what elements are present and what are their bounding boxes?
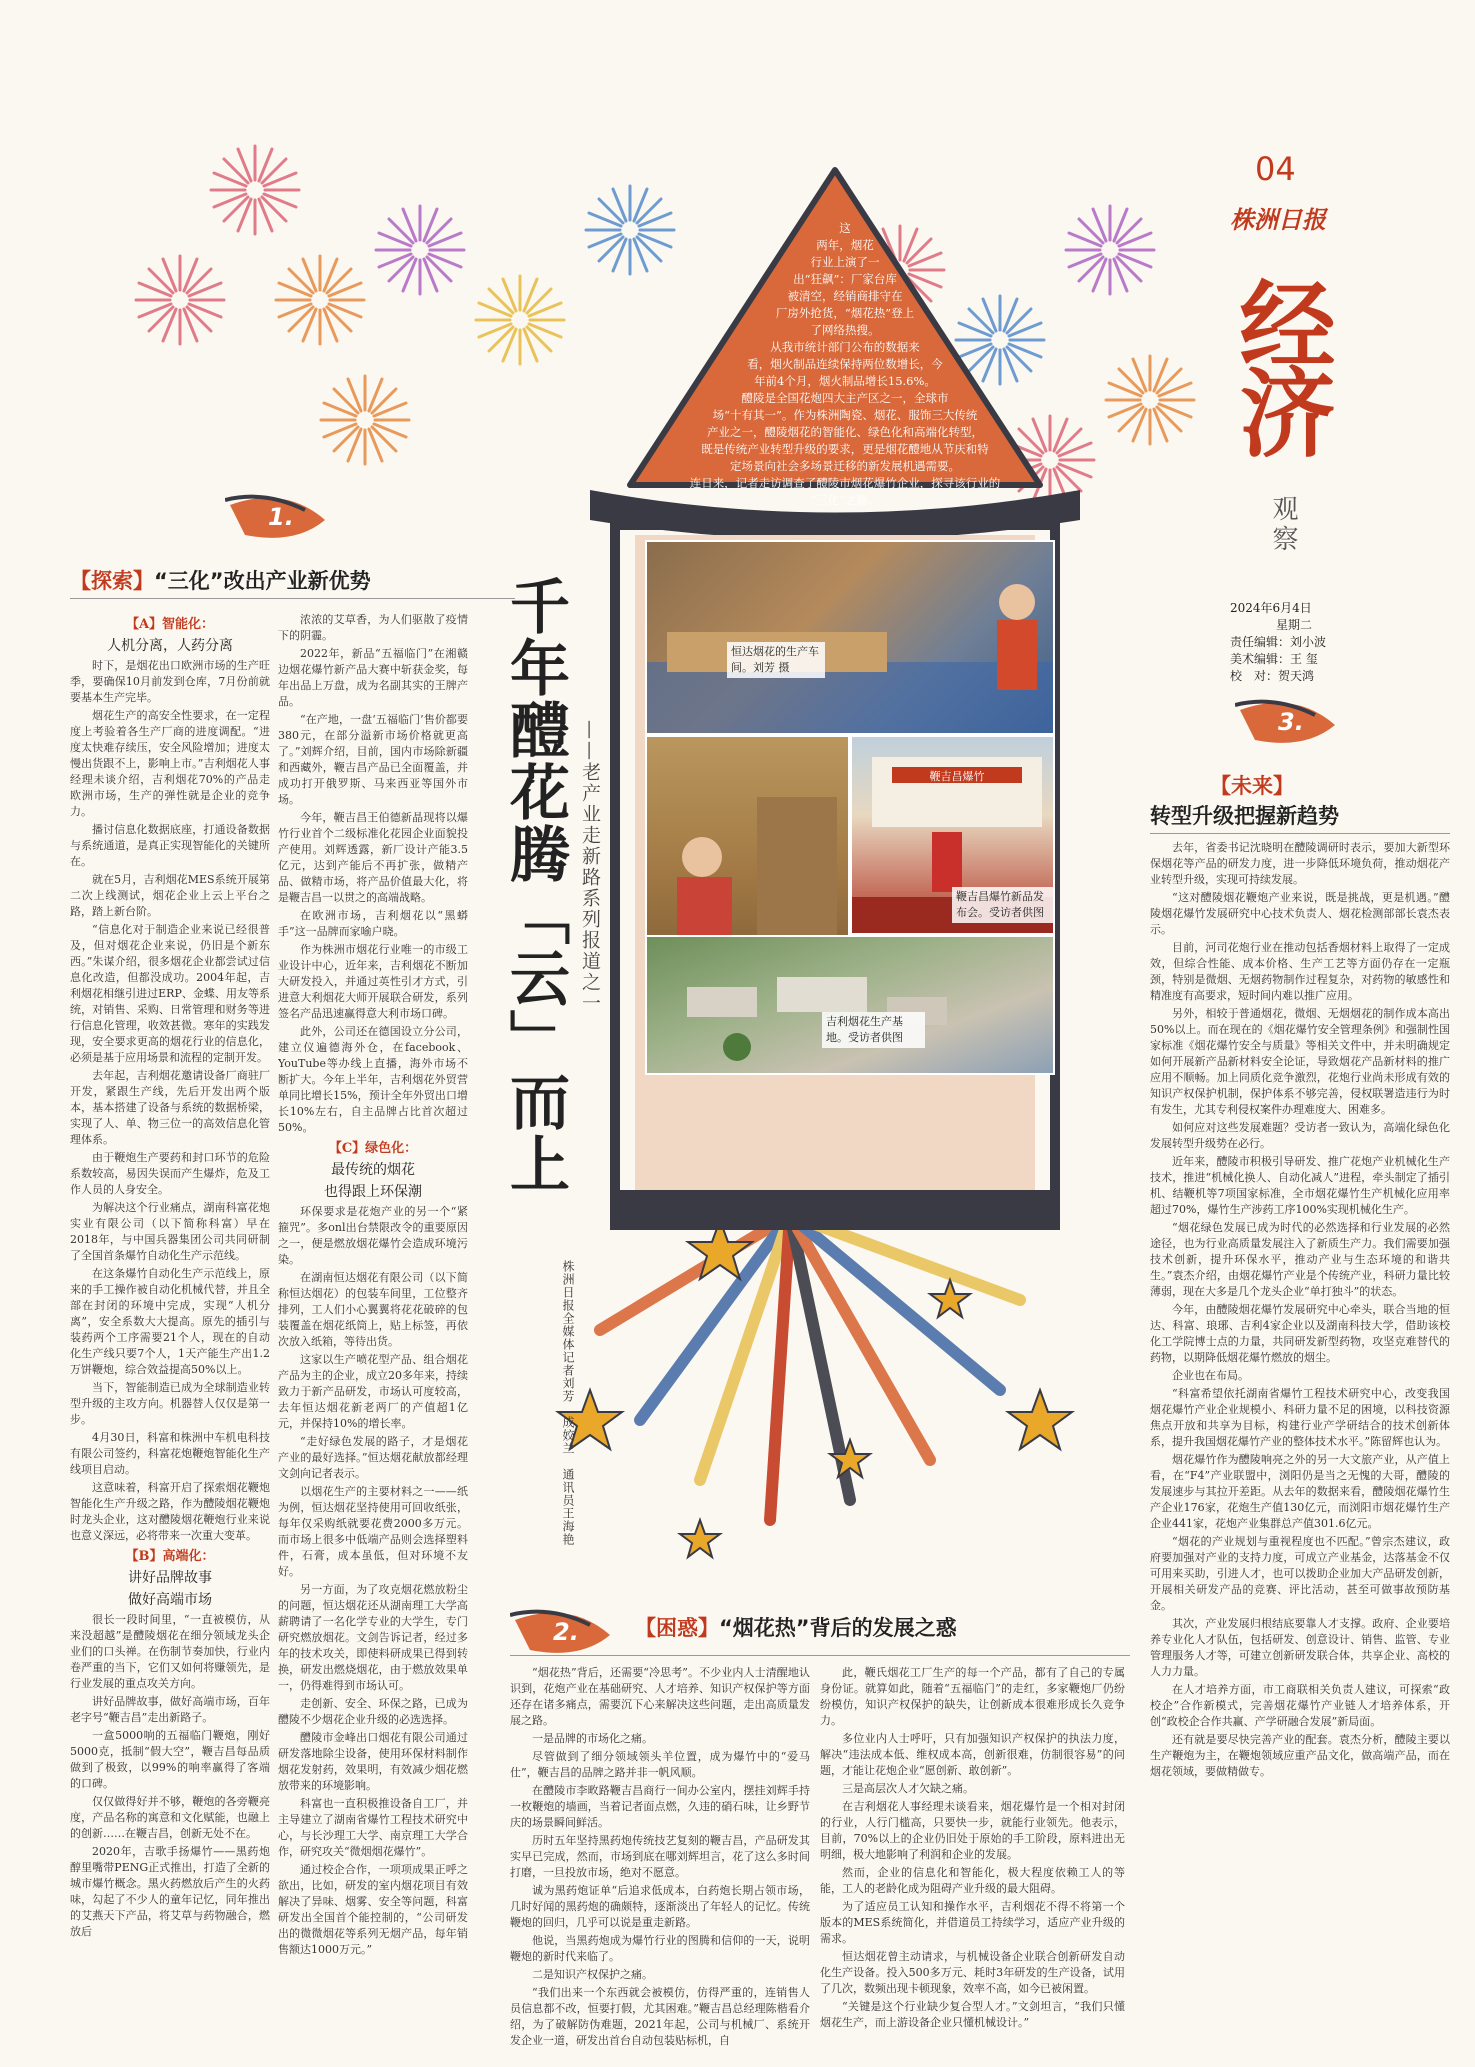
intro-line: 连日来，记者走访调查了醴陵市烟花爆竹企业，探寻该行业的: [689, 476, 1001, 490]
paragraph: 其次，产业发展归根结底要靠人才支撑。政府、企业要培养专业化人才队伍，包括研发、创意设计、销售、监管、专业管理服务人才等，可建立创新研发联合体，共享企业、高校的人力力量。: [1150, 1617, 1450, 1678]
paragraph: 2020年，吉歌手扬爆竹——黑药炮醇里嘴带PENG正式推出，打造了全新的城市爆竹概念。黑火药燃放后产生的火药味，勾起了不少人的童年记忆，同年推出的艾燕天下产品，将艾草与药物融合，燃放后: [70, 1845, 270, 1938]
paragraph: 三是高层次人才欠缺之痛。: [842, 1782, 974, 1795]
paragraph: 这意味着，科富开启了探索烟花鞭炮智能化生产升级之路，作为醴陵烟花鞭炮时龙头企业，这对醴陵烟花鞭炮行业来说也意义深远，必将带来一次重大变革。: [70, 1481, 270, 1542]
paragraph: 播讨信息化数据底座，打通设备数据与系统通道，是真正实现智能化的关键所在。: [70, 823, 270, 868]
section-2-col-1: [510, 1665, 810, 2060]
paragraph: 作为株洲市烟花行业唯一的市级工业设计中心，近年来，吉利烟花不断加大研发投入，并通过英性引才方式，引进意大利烟花大师开展联合研发，系列签名产品迅速赢得意大利市场口碑。: [278, 943, 468, 1020]
paragraph: 在人才培养方面，市工商联相关负责人建议，可探索“政校企”合作新模式，完善烟花爆竹产业链人才培养体系，开创“政校企合作共赢、产学研融合发展”新局面。: [1150, 1683, 1450, 1728]
section-2-col-2: [820, 1665, 1125, 2060]
sub-b-subtitle-2: 做好高端市场: [128, 1592, 212, 1608]
series-subtitle: ——老产业走新路系列报道之一: [579, 720, 601, 1014]
designer: 美术编辑：王 玺: [1230, 652, 1318, 666]
intro-line: 醴陵是全国花炮四大主产区之一，全球市: [741, 391, 949, 405]
paragraph: 时下，是烟花出口欧洲市场的生产旺季，要确保10月前发到仓库，7月份前就要基本生产完毕。: [70, 659, 270, 704]
paragraph: “这对醴陵烟花鞭炮产业来说，既是挑战，更是机遇。”醴陵烟花爆竹发展研究中心技术负责人、烟花检测部部长袁杰表示。: [1150, 891, 1450, 936]
paper-name: 株洲日报: [1230, 206, 1326, 234]
paragraph: 环保要求是花炮产业的另一个“紧箍咒”。多onl出台禁限改令的重要原因之一，便是燃放烟花爆竹会造成环境污染。: [278, 1205, 468, 1266]
photo-caption: 吉利烟花生产基地。受访者供图: [822, 1012, 925, 1048]
intro-line: 产业之一，醴陵烟花的智能化、绿色化和高端化转型，: [707, 425, 983, 439]
sub-c-subtitle-1: 最传统的烟花: [331, 1162, 415, 1178]
paragraph: 今年，由醴陵烟花爆竹发展研究中心牵头，联合当地的恒达、科富、琅琊、吉利4家企业以及湖南科技大学，借助该校化工学院博士点的力量，共同研发新型药物，攻坚克难替代的药物，以期降低烟花爆竹燃放的烟尘。: [1150, 1303, 1450, 1364]
firework-burst-orange-3: [1106, 356, 1194, 444]
paragraph: 去年起，吉利烟花邀请设备厂商驻厂开发，紧跟生产线，先后开发出两个版本，基本搭建了设备与系统的数据桥梁，实现了人、单、物三位一的高效信息化管理体系。: [70, 1069, 270, 1146]
section-2-tag: 【困惑】: [635, 1616, 719, 1640]
firework-burst-yellow: [476, 276, 564, 364]
intro-line: 行业上演了一: [810, 255, 880, 269]
section-1-col-2: [278, 612, 468, 2067]
sub-a-title: 【A】智能化：: [125, 617, 215, 632]
paragraph: 此外，公司还在德国设立分公司，建立仪遍德海外仓，在facebook、YouTube等办线上直播，海外市场不断扩大。今年上半年，吉利烟花外贸营单同比增长15%，预计全年外贸出口增长10%左右，自主品牌占比首次超过50%。: [278, 1025, 468, 1134]
sub-c-title: 【C】绿色化：: [328, 1141, 418, 1156]
main-headline: 千年醴花腾「云」而上: [500, 575, 570, 1195]
intro-line: 这: [839, 221, 851, 235]
intro-line: 两年，烟花: [816, 238, 874, 252]
paragraph: 在吉利烟花人事经理未谈看来，烟花爆竹是一个相对封闭的行业，人行门槛高，只要快一步，就能行业领先。他表示，目前，70%以上的企业仍旧处于原始的手工阶段，原料进出无明细，极大地影响了利润和企业的发展。: [820, 1800, 1125, 1861]
paragraph: “我们出来一个东西就会被模仿，仿得严重的，连销售人员信息都不改，恒要打假，尤其困难。”鞭吉昌总经理陈楷看介绍，为了破解防伪难题，2021年起，公司与机械厂、系统开发企业一道，研发出首台自动包装贴标机，自: [510, 1986, 810, 2047]
intro-line: 了网络热搜。: [810, 323, 880, 337]
paragraph: 在湖南恒达烟花有限公司（以下简称恒达烟花）的包装车间里，工位整齐排列，工人们小心翼翼将花花破碎的包装覆盖在烟花纸筒上，贴上标签，再依次放入纸箱，等待出货。: [278, 1271, 468, 1348]
paragraph: 4月30日，科富和株洲中车机电科技有限公司签约，科富花炮鞭炮智能化生产线项目启动。: [70, 1431, 270, 1476]
section-3-number: 3.: [1278, 708, 1304, 736]
paragraph: “科富希望依托湖南省爆竹工程技术研究中心，改变我国烟花爆竹产业企业规模小、科研力量不足的困境，以科技资源焦点开放和共享为目标，构建行业产学研结合的技术创新体系，提升我国烟花爆竹产业的整体技术水平。”陈留辉也认为。: [1150, 1387, 1450, 1448]
intro-line: “三化”之路。: [810, 493, 880, 507]
paragraph: 此，鞭氏烟花工厂生产的每一个产品，都有了自己的专属身份证。就算如此，随着“五福临门”的走红，多家鞭炮厂仍纷纷模仿，知识产权保护的缺失，让创新成本很难形成长久竞争力。: [820, 1666, 1125, 1727]
intro-line: 被清空，经销商排守在: [787, 289, 903, 303]
firework-burst-purple: [376, 206, 464, 294]
paragraph: 目前，河司花炮行业在推动包括香烟材料上取得了一定成效，但综合性能、成本价格、生产工艺等方面仍存在一定瓶颈，特别是微烟、无烟药物制作过程复杂，对药物的敏感性和精准度有高要求，短时间内难以推广应用。: [1150, 941, 1450, 1002]
paragraph: 很长一段时间里，“一直被模仿，从来没超越”是醴陵烟花在细分领域龙头企业们的口头禅。在伤制节奏加快，行业内卷严重的当下，它们又如何将赚领先，是行业发展的重点攻关方向。: [70, 1613, 270, 1690]
paragraph: 另一方面，为了攻克烟花燃放粉尘的问题，恒达烟花还从湖南理工大学高薪聘请了一名化学专业的大学生，专门研究燃放烟花。文剑告诉记者，经过多年的技术攻关，即使料研成果已得到转换，研发出燃烧烟花，由于燃放效果单一，仍得难得到市场认可。: [278, 1583, 468, 1692]
divider: [510, 1655, 1130, 1656]
intro-line: 年前4个月，烟火制品增长15.6%。: [754, 374, 936, 388]
section-3-title: 转型升级把握新趋势: [1150, 804, 1339, 828]
paragraph: 科富也一直积极推设备自工厂，并主导建立了湖南省爆竹工程技术研究中心，与长沙理工大学、南京理工大学合作，研究攻关“微烟烟花爆竹”。: [278, 1797, 468, 1858]
paragraph: 在醴陵市李畋路鞭吉昌商行一间办公室内，摆挂刘辉手持一枚鞭炮的墙画，当着记者面点燃，久违的硝石味，让乡野节庆的场景瞬间鲜活。: [510, 1784, 810, 1829]
paragraph: 浓浓的艾草香，为人们驱散了疫情下的阴霾。: [278, 613, 468, 642]
section-title: 经济: [1224, 275, 1337, 451]
section-1-title: “三化”改出产业新优势: [154, 569, 371, 593]
paragraph: 二是知识产权保护之痛。: [532, 1968, 653, 1981]
paragraph: “走好绿色发展的路子，才是烟花产业的最好选择。”恒达烟花献放都经理文剑向记者表示。: [278, 1435, 468, 1480]
paragraph: 在欧洲市场，吉利烟花以“黑蟒手”这一品牌而家喻户晓。: [278, 909, 468, 938]
intro-line: 既是传统产业转型升级的要求，更是烟花醴地从节庆和特: [701, 442, 989, 456]
factory-aerial-scene: [647, 937, 1055, 1075]
divider: [70, 598, 515, 599]
firework-burst-orange: [276, 256, 364, 344]
paragraph: “烟花热”背后，还需要“冷思考”。不少业内人士清醒地认识到，花炮产业在基础研究、人才培养、知识产权保护等方面还存在诸多痛点，需要沉下心来解决这些问题，走出高质量发展之路。: [510, 1666, 810, 1727]
photo-factory-aerial: [645, 935, 1055, 1075]
paragraph: 诚为黑药炮证单“后追求低成本，白药炮长期占领市场，几时好闻的黑药炮的确颇特，逐渐淡出了年轻人的记忆。传统鞭炮的回归，几乎可以说是重走新路。: [510, 1884, 810, 1929]
byline: 株洲日报全媒体记者刘芳 成姣兰 通讯员王海艳: [561, 1260, 575, 1546]
paragraph: 他说，当黑药炮成为爆竹行业的图腾和信仰的一天，说明鞭炮的新时代来临了。: [510, 1934, 810, 1963]
paragraph: 还有就是要尽快完善产业的配套。袁杰分析，醴陵主要以生产鞭炮为主，在鞭炮领域应重产品文化，做高端产品，而在烟花领域，要做精做专。: [1150, 1733, 1450, 1778]
firework-burst-pink: [136, 256, 224, 344]
photo-caption: 鞭吉昌爆竹新品发布会。受访者供图: [952, 887, 1055, 923]
paragraph: 近年来，醴陵市积极引导研发、推广花炮产业机械化生产技术，推进“机械化换人、自动化减人”进程，牵头制定了插引机、结鞭机等7项国家标准，全市烟花爆竹生产机械化应用率超过70%，爆竹生产涉药工序100%实现机械化生产。: [1150, 1155, 1450, 1216]
paragraph: 然而，企业的信息化和智能化，极大程度依赖工人的等能，工人的老龄化成为阻碍产业升级的最大阻碍。: [820, 1866, 1125, 1895]
paragraph: “烟花绿色发展已成为时代的必然选择和行业发展的必然途径，也为行业高质量发展注入了新质生产力。我们需要加强技术创新，提升环保水平，推动产业与生态环境的和谐共生。”袁杰介绍，由烟花爆竹产业是个传统产业，科研力量比较薄弱，现在大多是几个龙头企业“单打独斗”的状态。: [1150, 1221, 1450, 1298]
workshop-scene: [647, 542, 1055, 735]
intro-text: [610, 220, 1080, 507]
paragraph: 历时五年坚持黑药炮传统技艺复刻的鞭吉昌，产品研发其实早已完成，然而，市场到底在哪刘辉坦言，花了这么多时间打磨，一旦投放市场，绝对不愿意。: [510, 1834, 810, 1879]
paragraph: 就在5月，吉利烟花MES系统开展第二次上线测试，烟花企业上云上平台之路，踏上新台阶。: [70, 873, 270, 918]
issue-date: 2024年6月4日: [1230, 601, 1312, 615]
paragraph: 这家以生产喷花型产品、组合烟花产品为主的企业，成立20多年来，持续致力于新产品研发，市场认可度较高，去年恒达烟花新老两厂的产值超1亿元，并保持10%的增长率。: [278, 1353, 468, 1430]
paragraph: “在产地，一盘‘五福临门’售价都要380元，在部分溢新市场价格就更高了。”刘辉介绍，目前，国内市场除新疆和西藏外，鞭吉昌产品已全面覆盖，并成功打开俄罗斯、马来西亚等国外市场。: [278, 713, 468, 806]
page-number: 04: [1255, 150, 1296, 188]
section-1-col-1: [70, 612, 270, 2067]
paragraph: 为了适应员工认知和操作水平，吉利烟花不得不将第一个版本的MES系统简化，并借道员工持续学习，适应产业升级的需求。: [820, 1900, 1125, 1945]
paragraph: 去年，省委书记沈晓明在醴陵调研时表示，要加大新型环保烟花等产品的研发力度，进一步降低环境负荷，推动烟花产业转型升级，实现可持续发展。: [1150, 841, 1450, 886]
paragraph: 以烟花生产的主要材料之一——纸为例，恒达烟花坚持使用可回收纸张，每年仅采购纸就要花费2000多万元。而市场上很多中低端产品则会选择塑料件，石膏，成本虽低，但对环境不友好。: [278, 1485, 468, 1578]
paragraph: 另外，相较于普通烟花，微烟、无烟烟花的制作成本高出50%以上。而在现在的《烟花爆竹安全管理条例》和强制性国家标准《烟花爆竹安全与质量》等相关文件中，并未明确规定如何开展新产品新材料安全论证，导致烟花产品新材料的推广应用不顺畅。加上同质化竞争激烈，花炮行业尚未形成有效的知识产权保护机制，保护体系不够完善，侵权联署造违行为时有发生，尤其专利侵权案件办理难度大、困难多。: [1150, 1007, 1450, 1116]
paragraph: 烟花生产的高安全性要求，在一定程度上考验着各生产厂商的进度调配。“进度太快难存续压，安全风险增加；进度太慢出货跟不上，影响上市。”吉利烟花人事经理未谈介绍，吉利烟花70%的产品走欧洲市场，生产的弹性就是企业的竞争力。: [70, 709, 270, 818]
paragraph: 一是品牌的市场化之痛。: [532, 1732, 653, 1745]
paragraph: “烟花的产业规划与重视程度也不匹配。”曾宗杰建议，政府要加强对产业的支持力度，可成立产业基金，达落基金不仅可用来买助，引进人才，也可以拨助企业加大产品研发创新，开展相关研发产品的竞赛、评比活动，甚至可做事故预防基金。: [1150, 1535, 1450, 1612]
paragraph: 多位业内人士呼吁，只有加强知识产权保护的执法力度，解决“违法成本低、维权成本高，创新很难，仿制很容易”的问题，才能让花炮企业“愿创新、敢创新”。: [820, 1732, 1125, 1777]
paragraph: 为解决这个行业痛点，湖南科富花炮实业有限公司（以下简称科富）早在2018年，与中国兵器集团公司共同研制了全国首条爆竹自动化生产示范线。: [70, 1201, 270, 1262]
issue-weekday: 星期二: [1276, 618, 1313, 632]
photo-workshop: [645, 540, 1055, 735]
sub-b-title: 【B】高端化：: [125, 1549, 215, 1564]
intro-line: 场“十有其一”。作为株洲陶瓷、烟花、服饰三大传统: [712, 408, 978, 422]
proofreader: 校 对：贺天鸿: [1230, 669, 1315, 683]
paragraph: 走创新、安全、环保之路，已成为醴陵不少烟花企业升级的必选选择。: [278, 1697, 468, 1726]
paragraph: “信息化对于制造企业来说已经很普及，但对烟花企业来说，仍旧是个新东西。”朱谋介绍，很多烟花企业都尝试过信息化改造，但都没成功。2004年起，吉利烟花相继引进过ERP、金蝶、用友等系统，对销售、采购、日常管理和财务等进行信息化管理，收效甚微。寒年的实践发现，安全要求更高的烟花行业的信息化，必须是基于应用场景和流程的定制开发。: [70, 923, 270, 1064]
section-1-tag: 【探索】: [70, 569, 154, 593]
editor: 责任编辑：刘小波: [1230, 635, 1327, 649]
firework-burst-red: [211, 146, 299, 234]
section-2-title: “烟花热”背后的发展之惑: [719, 1616, 957, 1640]
paragraph: 由于鞭炮生产要药和封口环节的危险系数较高，易因失误而产生爆炸，危及工作人员的人身安全。: [70, 1151, 270, 1196]
sub-c-subtitle-2: 也得跟上环保潮: [324, 1184, 422, 1200]
sub-b-subtitle-1: 讲好品牌故事: [128, 1570, 212, 1586]
section-1-heading: [70, 565, 371, 595]
intro-line: 定场景向社会多场景迁移的新发展机遇需要。: [730, 459, 960, 473]
section-2-number: 2.: [553, 1618, 579, 1646]
paragraph: “关键是这个行业缺少复合型人才。”文剑坦言，“我们只懂烟花生产，而上游设备企业只懂机械设计。”: [820, 2000, 1125, 2029]
photo-caption: 恒达烟花的生产车间。刘芳 摄: [727, 642, 825, 678]
paragraph: 尽管做到了细分领域领头羊位置，成为爆竹中的“爱马仕”，鞭吉昌的品牌之路并非一帆风顺。: [510, 1750, 810, 1779]
section-3-col: [1150, 840, 1450, 2060]
section-subtitle: 观察: [1268, 495, 1298, 555]
paragraph: 如何应对这些发展难题？受访者一致认为，高端化绿色化发展转型升级势在必行。: [1150, 1121, 1450, 1150]
paragraph: 2022年，新品“五福临门”在湘赣边烟花爆竹新产品大赛中斩获金奖，每年出品上万盘，成为名副其实的王牌产品。: [278, 647, 468, 708]
photo-sign-text: 鞭吉昌爆竹: [929, 770, 985, 783]
paragraph: 讲好品牌故事，做好高端市场，百年老字号“鞭吉昌”走出新路子。: [70, 1695, 270, 1724]
photo-launch-event: [850, 735, 1055, 935]
paragraph: 在这条爆竹自动化生产示范线上，原来的手工操作被自动化机械代替，并且全部在封闭的环境中完成，实现“人机分离”，安全系数大大提高。原先的插引与装药两个工序需要21个人，现在的自动化生产线只要7个人，1天产能生产出1.2万饼鞭炮，综合效益提高50%以上。: [70, 1267, 270, 1376]
section-1-number: 1.: [268, 503, 294, 531]
intro-line: 看，烟火制品连续保持两位数增长，今: [747, 357, 943, 371]
intro-line: 从我市统计部门公布的数据来: [770, 340, 920, 354]
paragraph: 当下，智能制造已成为全球制造业转型升级的主攻方向。机器替人仅仅是第一步。: [70, 1381, 270, 1426]
paragraph: 烟花爆竹作为醴陵响亮之外的另一大文旅产业，从产值上看，在“F4”产业联盟中，浏阳仍是当之无愧的大哥，醴陵的发展速步与其拉开差距。从去年的数据来看，醴陵烟花爆竹生产企业176家，花炮生产值130亿元，而浏阳市烟花爆竹生产企业441家，花炮产业集群总产值301.6亿元。: [1150, 1453, 1450, 1530]
firework-burst-orange-2: [321, 376, 409, 464]
section-2-heading: [635, 1612, 957, 1642]
sub-a-subtitle: 人机分离，人药分离: [107, 638, 233, 654]
paragraph: 仅仅做得好并不够，鞭炮的各旁鞭亮度，产品名称的寓意和文化赋能，也融上的创新……在鞭吉昌，创新无处不在。: [70, 1795, 270, 1840]
paragraph: 醴陵市金峰出口烟花有限公司通过研发落地除尘设备，使用环保材料制作烟花发射药，效果明，有效减少烟花燃放带来的环境影响。: [278, 1731, 468, 1792]
rocket-sparks: [600, 1215, 1020, 1520]
intro-line: 出“狂飙”：厂家台库: [793, 272, 897, 286]
paragraph: 今年，鞭吉昌王伯德新晶现将以爆竹行业首个二级标准化花园企业面貌投产使用。刘辉透露，新厂设计产能3.5亿元，达到产能后不再扩张，做精产品、做精市场，将产品价值最大化，将是鞭吉昌一以贯之的高端战略。: [278, 811, 468, 904]
divider: [1150, 833, 1450, 834]
section-3-tag: 【未来】: [1210, 774, 1294, 798]
paragraph: 一盒5000响的五福临门鞭炮，刚好5000克，抵制“假大空”，鞭吉昌每品质做到了极致，以99%的响率赢得了客端的口碑。: [70, 1729, 270, 1790]
paragraph: 企业也在布局。: [1172, 1369, 1249, 1382]
masthead-info: [1230, 600, 1326, 685]
intro-line: 厂房外抢货，“烟花热”登上: [775, 306, 915, 320]
paragraph: 通过校企合作，一项项成果正呼之欲出，比如，研发的室内烟花项目有效解决了异味、烟雾、安全等问题，科富研发出全国首个能控制的，“公司研发出的微微烟花等系列无烟产品，每年销售额达1000万元。”: [278, 1863, 468, 1956]
paragraph: 恒达烟花曾主动请求，与机械设备企业联合创新研发自动化生产设备。投入500多万元、耗时3年研发的生产设备，试用了几次，数频出现卡顿现象，效率不高，如今已被闲置。: [820, 1950, 1125, 1995]
